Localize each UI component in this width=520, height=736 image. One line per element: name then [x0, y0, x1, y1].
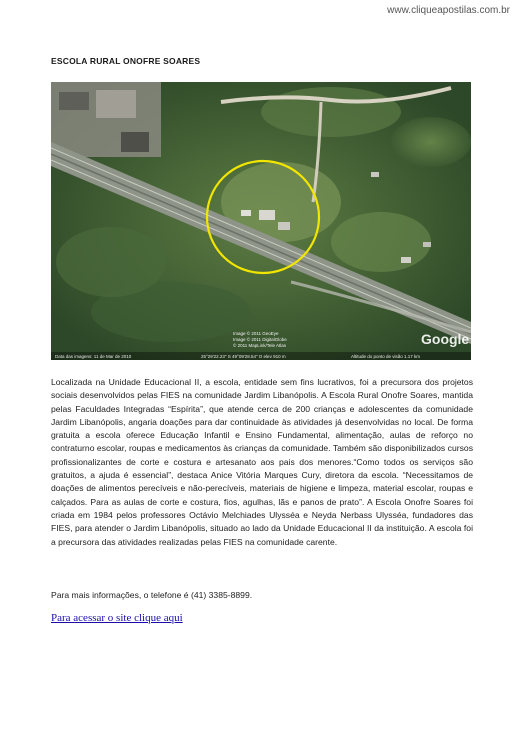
satellite-image: [51, 82, 471, 360]
site-access-link[interactable]: Para acessar o site clique aqui: [51, 612, 183, 624]
image-date-label: Data das imagens: 11 de Mar de 2010: [55, 354, 132, 359]
site-url: www.cliqueapostilas.com.br: [387, 5, 510, 16]
image-credit-1: Image © 2011 GeoEye: [233, 331, 279, 336]
image-credit-2: Image © 2011 DigitalGlobe: [233, 337, 287, 342]
image-coordinates: 25°29'22.23" S 49°09'28.54" O elev 910 m: [201, 354, 286, 359]
page-title: ESCOLA RURAL ONOFRE SOARES: [51, 56, 201, 66]
school-description: Localizada na Unidade Educacional II, a escola, entidade sem fins lucrativos, foi a precursora dos projetos sociais desenvolvidos pelas FIES na comunidade Jardim Libanópolis. A Escola Rural Onofre Soares, mantida pelas Faculdades Integradas “Espírita”, que atende cerca de 200 crianças e adolescentes da comunidade Jardim Libanópolis, angaria doações para dar continuidade às atividades já desenvolvidas no local. De forma gratuita a escola oferece Educação Infantil e Ensino Fundamental, alimentação, aulas de reforço no contraturno escolar, roupas e medicamentos às crianças da comunidade. Também são disponibilizados cursos profissionalizantes de corte e costura e artesanato aos pais dos menores.“Como todos os serviços são gratuitos, a ajuda é essencial”, destaca Anice Vitória Marques Cury, diretora da escola. “Necessitamos de doações de alimentos perecíveis e não-perecíveis, materiais de higiene e limpeza, material escolar, roupas e calçados. Para as aulas de corte e costura, fios, agulhas, lãs e panos de prato”. A Escola Onofre Soares foi criada em 1984 pelos professores Octávio Melchiades Ulysséa e Neyda Nerbass Ulysséa, fundadores das FIES, para atender o Jardim Libanópolis, situado ao lado da Unidade Educacional II da instituição. A escola foi a precursora das atividades realizadas pelas FIES na comunidade carente.: [51, 377, 473, 547]
aerial-photo: [51, 82, 471, 360]
contact-phone: Para mais informações, o telefone é (41) 3385-8899.: [51, 590, 253, 600]
image-credit-3: © 2011 MapLink/Tele Atlas: [233, 343, 287, 348]
image-altitude: Altitude do ponto de visão 1.17 km: [351, 354, 421, 359]
google-logo: Google: [421, 331, 470, 347]
